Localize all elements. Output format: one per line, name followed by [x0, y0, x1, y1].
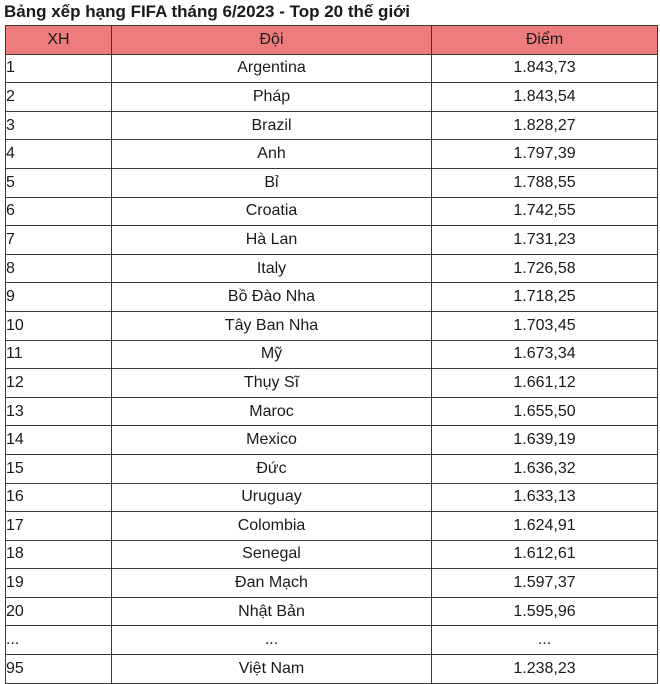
table-row — [6, 569, 658, 598]
team-cell: Italy — [112, 254, 432, 283]
table-row — [6, 111, 658, 140]
team-cell: Hà Lan — [112, 226, 432, 255]
team-cell: Brazil — [112, 111, 432, 140]
table-row — [6, 311, 658, 340]
table-row — [6, 140, 658, 169]
table-row — [6, 426, 658, 455]
rank-cell: 11 — [6, 340, 112, 369]
team-cell: Mỹ — [112, 340, 432, 369]
table-header-row — [6, 26, 658, 55]
rank-cell: 19 — [6, 569, 112, 598]
table-row — [6, 655, 658, 684]
team-cell: Bỉ — [112, 168, 432, 197]
points-cell: 1.661,12 — [432, 369, 658, 398]
team-cell: Bồ Đào Nha — [112, 283, 432, 312]
fifa-ranking-table — [5, 25, 658, 684]
team-cell: ... — [112, 626, 432, 655]
table-row-ellipsis — [6, 626, 658, 655]
team-cell: Đức — [112, 454, 432, 483]
points-cell: 1.828,27 — [432, 111, 658, 140]
team-cell: Argentina — [112, 54, 432, 83]
rank-cell: 13 — [6, 397, 112, 426]
table-row — [6, 454, 658, 483]
rank-cell: 6 — [6, 197, 112, 226]
table-row — [6, 397, 658, 426]
points-cell: 1.597,37 — [432, 569, 658, 598]
team-cell: Colombia — [112, 512, 432, 541]
rank-cell: 3 — [6, 111, 112, 140]
rank-column-header: XH — [6, 26, 112, 55]
table-row — [6, 54, 658, 83]
points-cell: 1.843,73 — [432, 54, 658, 83]
rank-cell: ... — [6, 626, 112, 655]
points-cell: 1.639,19 — [432, 426, 658, 455]
team-cell: Tây Ban Nha — [112, 311, 432, 340]
table-row — [6, 226, 658, 255]
team-column-header: Đội — [112, 26, 432, 55]
rank-cell: 10 — [6, 311, 112, 340]
points-cell: 1.718,25 — [432, 283, 658, 312]
rank-cell: 95 — [6, 655, 112, 684]
rank-cell: 17 — [6, 512, 112, 541]
points-cell: 1.843,54 — [432, 83, 658, 112]
table-row — [6, 83, 658, 112]
rank-cell: 9 — [6, 283, 112, 312]
rank-cell: 16 — [6, 483, 112, 512]
table-row — [6, 168, 658, 197]
points-cell: 1.742,55 — [432, 197, 658, 226]
rank-cell: 8 — [6, 254, 112, 283]
points-cell: 1.624,91 — [432, 512, 658, 541]
rank-cell: 20 — [6, 597, 112, 626]
team-cell: Mexico — [112, 426, 432, 455]
points-cell: 1.612,61 — [432, 540, 658, 569]
points-cell: 1.655,50 — [432, 397, 658, 426]
points-cell: 1.797,39 — [432, 140, 658, 169]
team-cell: Maroc — [112, 397, 432, 426]
table-row — [6, 512, 658, 541]
team-cell: Thụy Sĩ — [112, 369, 432, 398]
points-cell: 1.788,55 — [432, 168, 658, 197]
rank-cell: 5 — [6, 168, 112, 197]
table-row — [6, 483, 658, 512]
rank-cell: 15 — [6, 454, 112, 483]
team-cell: Đan Mạch — [112, 569, 432, 598]
points-cell: 1.636,32 — [432, 454, 658, 483]
team-cell: Senegal — [112, 540, 432, 569]
points-cell: 1.238,23 — [432, 655, 658, 684]
points-cell: 1.726,58 — [432, 254, 658, 283]
table-row — [6, 254, 658, 283]
table-row — [6, 369, 658, 398]
rank-cell: 18 — [6, 540, 112, 569]
points-cell: 1.731,23 — [432, 226, 658, 255]
table-row — [6, 283, 658, 312]
page-title: Bảng xếp hạng FIFA tháng 6/2023 - Top 20 thế giới — [4, 2, 410, 21]
team-cell: Croatia — [112, 197, 432, 226]
rank-cell: 2 — [6, 83, 112, 112]
rank-cell: 14 — [6, 426, 112, 455]
rank-cell: 4 — [6, 140, 112, 169]
rank-cell: 7 — [6, 226, 112, 255]
team-cell: Nhật Bản — [112, 597, 432, 626]
team-cell: Việt Nam — [112, 655, 432, 684]
rank-cell: 12 — [6, 369, 112, 398]
points-cell: 1.673,34 — [432, 340, 658, 369]
points-cell: 1.633,13 — [432, 483, 658, 512]
team-cell: Anh — [112, 140, 432, 169]
points-cell: 1.595,96 — [432, 597, 658, 626]
table-row — [6, 197, 658, 226]
points-column-header: Điểm — [432, 26, 658, 55]
points-cell: ... — [432, 626, 658, 655]
rank-cell: 1 — [6, 54, 112, 83]
points-cell: 1.703,45 — [432, 311, 658, 340]
table-row — [6, 340, 658, 369]
table-row — [6, 540, 658, 569]
table-row — [6, 597, 658, 626]
team-cell: Pháp — [112, 83, 432, 112]
team-cell: Uruguay — [112, 483, 432, 512]
